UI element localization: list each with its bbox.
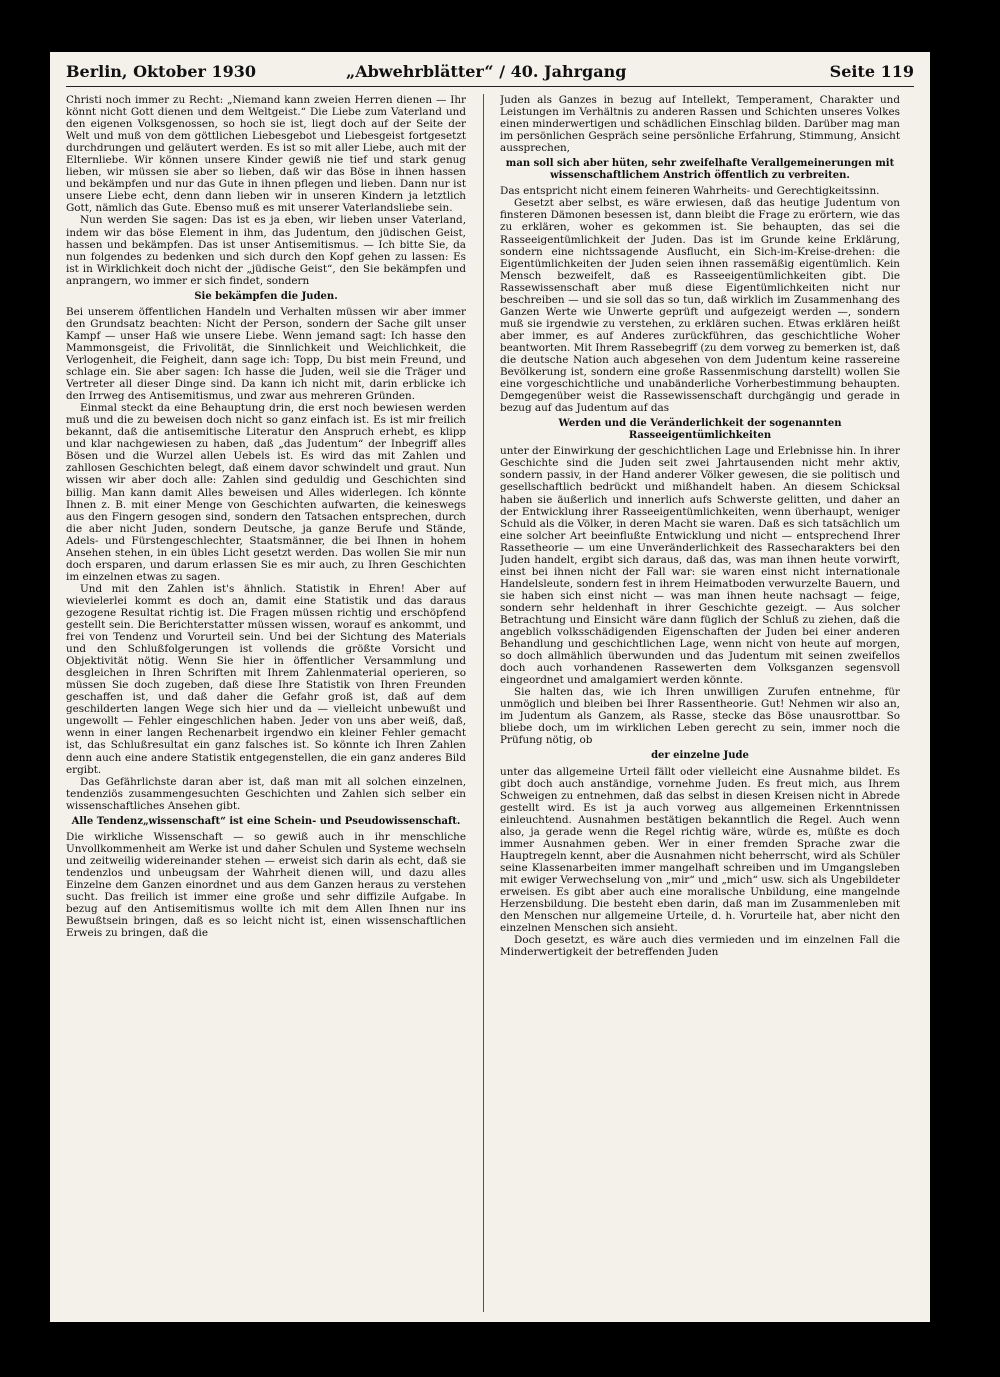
left-column: [66, 94, 466, 1312]
paragraph: Das Gefährlichste daran aber ist, daß man mit all solchen einzelnen, tendenziös zusammengesuchten Geschichten und Zahlen sich selber ein wissenschaftliches Ansehen gibt.: [66, 775, 466, 812]
paragraph: Das entspricht nicht einem feineren Wahrheits- und Gerechtigkeitssinn.: [500, 185, 880, 198]
paragraph: Die wirkliche Wissenschaft — so gewiß auch in ihr menschliche Unvollkommenheit am Werke ist und daher Schulen und Systeme wechseln und zeitweilig widereinander stehen — erweist sich darin als echt, daß sie tendenzlos und unbeugsam der Wahrheit dienen will, und dazu alles Einzelne dem Ganzen einordnet und aus dem Ganzen heraus zu verstehen sucht. Das freilich ist immer eine große und sehr diffizile Aufgabe. In bezug auf den Antisemitismus wollte ich mit dem Allen Ihnen nur ins Bewußtsein bringen, daß es so leicht nicht ist, einen wissenschaftlichen Erweis zu bringen, daß die: [66, 830, 466, 940]
paragraph: Christi noch immer zu Recht: „Niemand kann zweien Herren dienen — Ihr könnt nicht Gott dienen und dem Weltgeist.“ Die Liebe zum Vaterland und den eigenen Volksgenossen, so hoch sie ist, liegt doch auf der Seite der Welt und muß von dem göttlichen Liebesgebot und Liebesgeist fortgesetzt durchdrungen und geläutert werden. Es ist so mit aller Liebe, auch mit der Elternliebe. Wir können unsere Kinder gewiß nie tief und stark genug lieben, wir müssen sie aber so lieben, daß wir das Böse in ihnen hassen und bekämpfen und nur das Gute in ihnen pflegen und lieben. Dann nur ist unsere Liebe echt, denn dann lieben wir in unseren Kindern ja letztlich Gott, nämlich das Gute. Ebenso muß es mit unserer Vaterlandsliebe sein.: [66, 94, 466, 215]
right-column: [500, 94, 900, 1312]
subheading: Alle Tendenz„wissenschaft“ ist eine Schein- und Pseudowissenschaft.: [71, 815, 461, 827]
column-divider: [483, 94, 484, 1312]
newspaper-page: [50, 52, 930, 1322]
paragraph: Nun werden Sie sagen: Das ist es ja eben, wir lieben unser Vaterland, indem wir das böse Element in ihm, das Judentum, den jüdischen Geist, hassen und bekämpfen. Das ist unser Antisemitismus. — Ich bitte Sie, da nun folgendes zu bedenken und sich durch den Kopf gehen zu lassen: Es ist in Wirklichkeit doch nicht der „jüdische Geist“, den Sie bekämpfen und anprangern, wo immer er sich findet, sondern: [66, 214, 466, 287]
paragraph: Einmal steckt da eine Behauptung drin, die erst noch bewiesen werden muß und die zu beweisen doch nicht so ganz einfach ist. Es ist mir freilich bekannt, daß die antisemitische Literatur den Anspruch erhebt, es klipp und klar nachgewiesen zu haben, daß „das Judentum“ der Inbegriff alles Bösen und die Wurzel allen Uebels ist. Es wird das mit Zahlen und zahllosen Geschichten belegt, daß einem davor schwindelt und graut. Nun wissen wir aber doch alle: Zahlen sind geduldig und Geschichten sind billig. Man kann damit Alles beweisen und Alles widerlegen. Ich könnte Ihnen z. B. mit einer Menge von Geschichten aufwarten, die keineswegs aus den Fingern gesogen sind, sondern den Tatsachen entsprechen, durch die aber nicht Juden, sondern Deutsche, ja ganze Berufe und Stände, Adels- und Fürstengeschlechter, Staatsmänner, die bei Ihnen in hohem Ansehen stehen, in ein übles Licht gesetzt werden. Das wollen Sie mir nun doch ersparen, und darum erlassen Sie es mir auch, zu Ihren Geschichten im einzelnen etwas zu sagen.: [66, 402, 466, 583]
paragraph: Sie halten das, wie ich Ihren unwilligen Zurufen entnehme, für unmöglich und bleiben bei Ihrer Rassentheorie. Gut! Nehmen wir also an, im Judentum als Ganzem, als Rasse, stecke das Böse unausrottbar. So bliebe doch, um im wirklichen Leben gerecht zu sein, immer noch die Prüfung nötig, ob: [500, 686, 900, 747]
subheading: der einzelne Jude: [651, 750, 749, 762]
paragraph: Juden als Ganzes in bezug auf Intellekt, Temperament, Charakter und Leistungen im Verhältnis zu anderen Rassen und Schichten unseres Volkes einen minderwertigen und schädlichen Einschlag bilden. Darüber mag man im persönlichen Gespräch seine persönliche Erfahrung, Stimmung, Ansicht aussprechen,: [500, 94, 900, 155]
header-publication: „Abwehrblätter“ / 40. Jahrgang: [346, 62, 627, 81]
paragraph: Bei unserem öffentlichen Handeln und Verhalten müssen wir aber immer den Grundsatz beachten: Nicht der Person, sondern der Sache gilt unser Kampf — unser Haß wie unsere Liebe. Wenn jemand sagt: Ich hasse den Mammonsgeist, die Frivolität, die Sinnlichkeit und Weichlichkeit, die Verlogenheit, die Feigheit, dann sage ich: Topp, Du bist mein Freund, und schlage ein. Sie aber sagen: Ich hasse die Juden, weil sie die Träger und Vertreter all dieser Dinge sind. Da kann ich nicht mit, darin erblicke ich den Irrweg des Antisemitismus, und zwar aus mehreren Gründen.: [66, 305, 466, 403]
header-page-number: Seite 119: [829, 62, 914, 81]
paragraph: unter der Einwirkung der geschichtlichen Lage und Erlebnisse hin. In ihrer Geschichte sind die Juden seit zwei Jahrtausenden nicht mehr aktiv, sondern passiv, in der Hand anderer Völker gewesen, die sie politisch und gesellschaftlich bedrückt und mißhandelt haben. An diesem Schicksal haben sie äußerlich und innerlich aufs Schwerste gelitten, und daher an der Entwicklung ihrer Rasseeigentümlichkeiten, wenn überhaupt, weniger Schuld als die Völker, in deren Macht sie waren. Daß es sich tatsächlich um eine solcher Art beeinflußte Entwicklung und nicht — entsprechend Ihrer Rassetheorie — um eine Unveränderlichkeit des Rassecharakters bei den Juden handelt, ergibt sich daraus, daß das, was man ihnen heute vorwirft, einst bei ihnen nicht der Fall war: sie waren einst nicht internationale Handelsleute, sondern fest in ihrem Heimatboden verwurzelte Bauern, und sie haben sich einst nicht — was man ihnen heute nachsagt — feige, sondern sehr heldenhaft in ihrer Geschichte gezeigt. — Aus solcher Betrachtung und Einsicht wäre dann füglich der Schluß zu ziehen, daß die angeblich volksschädigenden Eigenschaften der Juden bei einer anderen Behandlung und geschichtlichen Lage, wenn nicht von heute auf morgen, so doch allmählich überwunden und das Judentum mit seinen zweifellos doch auch vorhandenen Rassewerten dem Volksganzen segensvoll eingeordnet und amalgamiert werden könnte.: [500, 445, 900, 687]
header-date: Berlin, Oktober 1930: [66, 62, 257, 81]
subheading: Werden und die Veränderlichkeit der sogenannten Rasseeigentümlichkeiten: [558, 418, 842, 442]
paragraph: Und mit den Zahlen ist's ähnlich. Statistik in Ehren! Aber auf wievielerlei kommt es doch an, damit eine Statistik und das daraus gezogene Resultat richtig ist. Die Fragen müssen richtig und erschöpfend gestellt sein. Die Berichterstatter müssen wissen, worauf es ankommt, und frei von Tendenz und Vorurteil sein. Und bei der Sichtung des Materials und den Schlußfolgerungen ist vollends die größte Vorsicht und Objektivität nötig. Wenn Sie hier in öffentlicher Versammlung und desgleichen in Ihren Schriften mit Ihrem Zahlenmaterial operieren, so müssen Sie doch zugeben, daß diese Ihre Statistik von Ihren Freunden geschaffen ist, und daß daher die Gefahr groß ist, daß auf dem geschilderten langen Wege sich hier und da — vielleicht unbewußt und ungewollt — Fehler eingeschlichen haben. Jeder von uns aber weiß, daß, wenn in einer langen Rechenarbeit irgendwo ein kleiner Fehler gemacht ist, das Schlußresultat ein ganz falsches ist. So könnte ich Ihren Zahlen denn auch eine andere Statistik entgegenstellen, die ein ganz anderes Bild ergibt.: [66, 582, 466, 776]
page-header: [66, 62, 914, 86]
paragraph: Doch gesetzt, es wäre auch dies vermieden und im einzelnen Fall die Minderwertigkeit der betreffenden Juden: [500, 934, 900, 959]
paragraph: Gesetzt aber selbst, es wäre erwiesen, daß das heutige Judentum von finsteren Dämonen besessen ist, dann bleibt die Frage zu erörtern, wie das zu erklären, woher es gekommen ist. Sie behaupten, das sei die Rasseeigentümlichkeit der Juden. Das ist im Grunde keine Erklärung, sondern eine nichtssagende Ausflucht, ein Sich-im-Kreise-drehen: die Eigentümlichkeiten der Juden seien ihnen rassemäßig eigentümlich. Kein Mensch bezweifelt, daß es Rasseeigentümlichkeiten gibt. Die Rassewissenschaft aber muß diese Eigentümlichkeiten nicht nur beschreiben — und sie soll das so tun, daß wirklich im Zusammenhang des Ganzen Werte wie Unwerte geprüft und aufgezeigt werden —, sondern muß sie irgendwie zu verstehen, zu erklären suchen. Etwas erklären heißt aber immer, es auf Anderes zurückführen, das geschichtliche Woher beantworten. Mit Ihrem Rassebegriff (zu dem vorweg zu bemerken ist, daß die deutsche Nation auch abgesehen von dem Judentum keine rassereine Bevölkerung ist, sondern eine große Rassenmischung darstellt) wollen Sie eine vorgeschichtliche und unabänderliche Vorherbestimmung behaupten. Demgegenüber weist die Rassewissenschaft durchgängig und gerade in bezug auf das Judentum auf das: [500, 197, 900, 415]
subheading: Sie bekämpfen die Juden.: [194, 290, 338, 302]
paragraph: unter das allgemeine Urteil fällt oder vielleicht eine Ausnahme bildet. Es gibt doch auch anständige, vornehme Juden. Es freut mich, aus Ihrem Schweigen zu entnehmen, daß das selbst in diesen Kreisen nicht in Abrede gestellt wird. Es ist ja auch vorweg aus allgemeinen Erkenntnissen einleuchtend. Ausnahmen bestätigen bekanntlich die Regel. Auch wenn also, ja gerade wenn die Regel richtig wäre, würde es, müßte es doch immer Ausnahmen geben. Wer in einer fremden Sprache zwar die Hauptregeln kennt, aber die Ausnahmen nicht beherrscht, wird als Schüler seine Klassenarbeiten immer mangelhaft schreiben und im Umgangsleben mit ewiger Verwechselung von „mir“ und „mich“ usw. sich als Ungebildeter erweisen. Es gibt aber auch eine moralische Unbildung, eine mangelnde Herzensbildung. Die besteht eben darin, daß man im Zusammenleben mit den Menschen nur allgemeine Urteile, d. h. Vorurteile hat, aber nicht den einzelnen Menschen sich ansieht.: [500, 765, 900, 935]
subheading: man soll sich aber hüten, sehr zweifelhafte Verallgemeinerungen mit wissenschaftlichem Anstrich öffentlich zu verbreiten.: [505, 158, 895, 182]
header-rule: [66, 86, 914, 87]
